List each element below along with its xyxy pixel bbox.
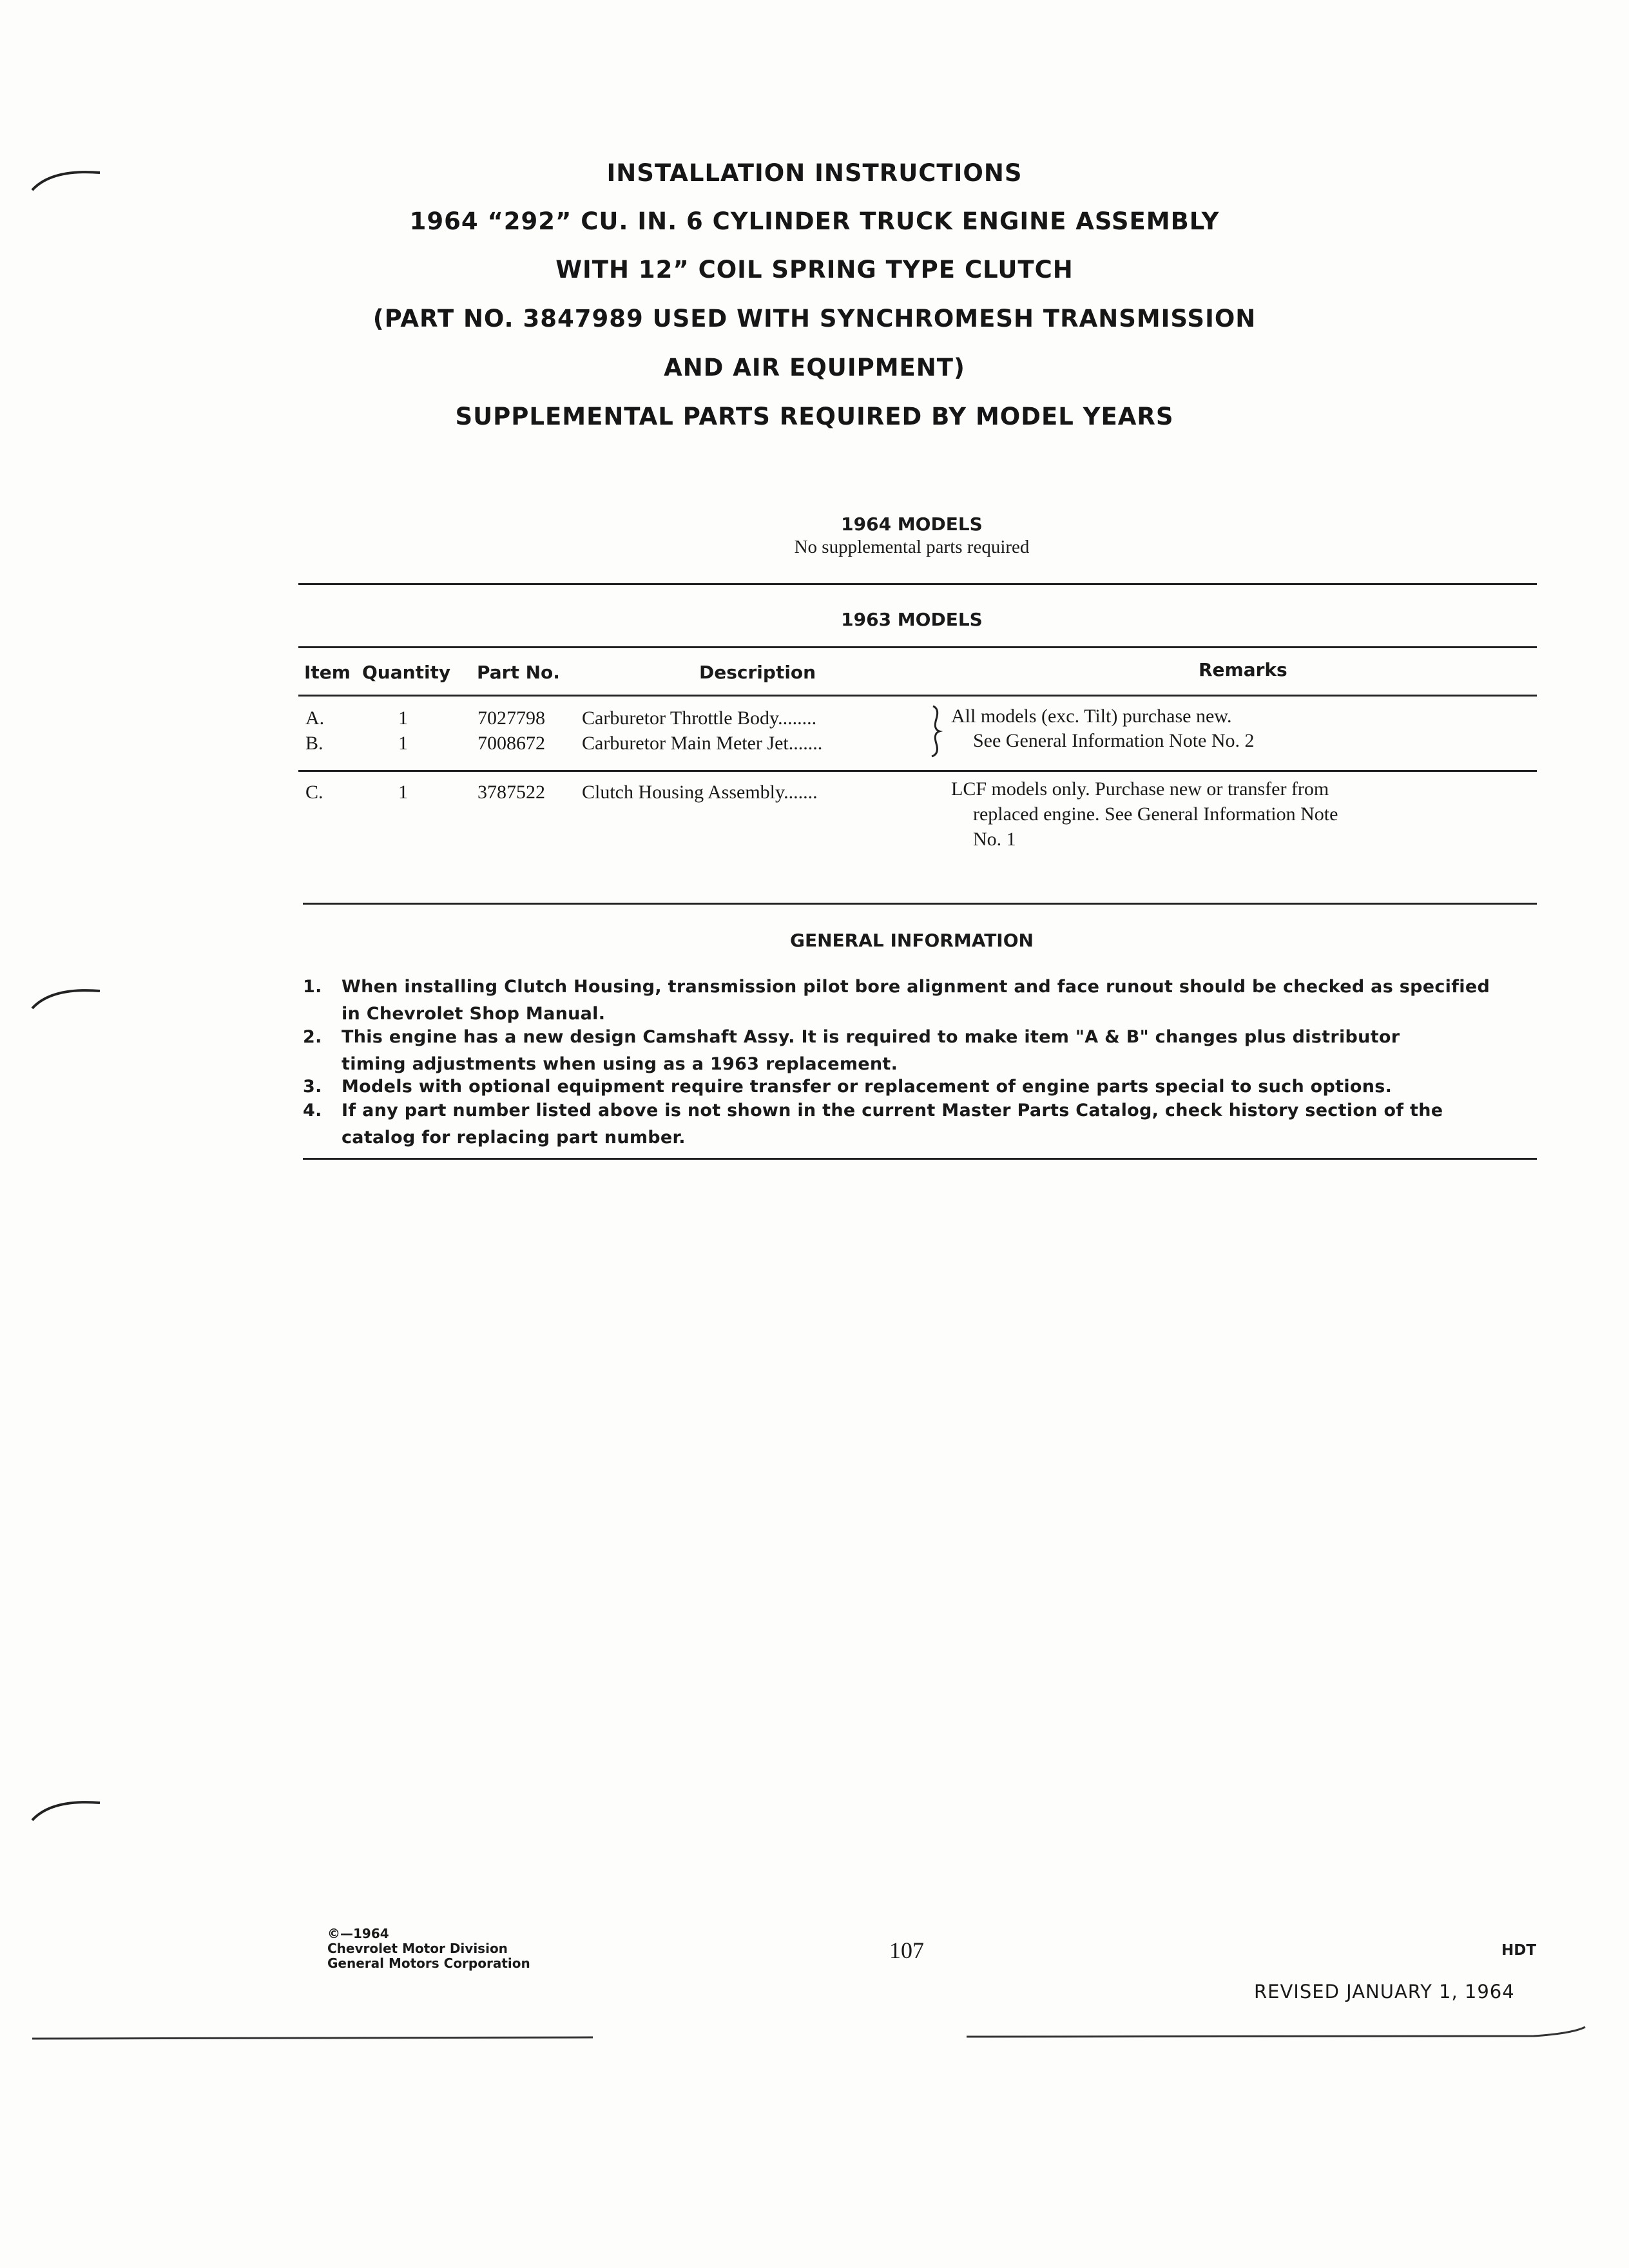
binder-hole-mark-bottom bbox=[26, 1791, 110, 1830]
title-line-3: WITH 12” COIL SPRING TYPE CLUTCH bbox=[555, 256, 1074, 284]
section-1963-heading: 1963 MODELS bbox=[841, 609, 983, 630]
note-line: This engine has a new design Camshaft Assy. It is required to make item "A & B" changes plus distributor bbox=[342, 1027, 1400, 1047]
divider-5 bbox=[303, 903, 1537, 905]
col-header-quantity: Quantity bbox=[362, 662, 451, 683]
title-line-1: INSTALLATION INSTRUCTIONS bbox=[606, 159, 1023, 187]
remarks-ab-line-1: All models (exc. Tilt) purchase new. bbox=[951, 706, 1232, 727]
revised-date: REVISED JANUARY 1, 1964 bbox=[1254, 1981, 1515, 2003]
corporation-name: General Motors Corporation bbox=[327, 1956, 530, 1971]
cell-quantity: 1 bbox=[398, 782, 408, 803]
divider-2 bbox=[298, 646, 1537, 648]
remarks-c-line-2: replaced engine. See General Information Note bbox=[973, 803, 1338, 825]
divider-1 bbox=[298, 583, 1537, 585]
note-line: When installing Clutch Housing, transmission pilot bore alignment and face runout should be checked as specified bbox=[342, 977, 1490, 997]
section-1964-note: No supplemental parts required bbox=[794, 537, 1030, 557]
cell-description: Carburetor Main Meter Jet....... bbox=[582, 733, 823, 754]
general-information-heading: GENERAL INFORMATION bbox=[790, 930, 1034, 951]
col-header-item: Item bbox=[304, 662, 351, 683]
cell-item: B. bbox=[305, 733, 323, 754]
bottom-edge-line bbox=[0, 2023, 1629, 2049]
note-number: 3. bbox=[303, 1077, 322, 1097]
binder-hole-mark-middle bbox=[26, 979, 110, 1018]
title-line-5: AND AIR EQUIPMENT) bbox=[664, 354, 965, 381]
title-line-4: (PART NO. 3847989 USED WITH SYNCHROMESH TRANSMISSION bbox=[372, 305, 1257, 332]
cell-description: Carburetor Throttle Body........ bbox=[582, 707, 817, 729]
cell-item: C. bbox=[305, 782, 323, 803]
general-info-item-3 bbox=[303, 1073, 1514, 1100]
note-number: 1. bbox=[303, 977, 322, 997]
title-line-2: 1964 “292” CU. IN. 6 CYLINDER TRUCK ENGINE ASSEMBLY bbox=[409, 207, 1220, 235]
note-number: 4. bbox=[303, 1100, 322, 1120]
cell-description: Clutch Housing Assembly....... bbox=[582, 782, 818, 803]
note-line: in Chevrolet Shop Manual. bbox=[342, 1004, 606, 1024]
cell-quantity: 1 bbox=[398, 733, 408, 754]
note-line: Models with optional equipment require transfer or replacement of engine parts special to such options. bbox=[342, 1077, 1393, 1097]
title-line-6: SUPPLEMENTAL PARTS REQUIRED BY MODEL YEARS bbox=[455, 403, 1174, 430]
col-header-part-no: Part No. bbox=[477, 662, 560, 683]
document-code: HDT bbox=[1501, 1942, 1537, 1959]
divider-3 bbox=[298, 695, 1537, 697]
col-header-remarks: Remarks bbox=[1199, 659, 1287, 680]
page-number: 107 bbox=[889, 1937, 924, 1963]
cell-part-no: 7008672 bbox=[477, 733, 545, 754]
footer-copyright-block bbox=[327, 1927, 530, 1971]
col-header-description: Description bbox=[699, 662, 816, 683]
cell-part-no: 7027798 bbox=[477, 707, 545, 729]
general-info-item-1 bbox=[303, 974, 1514, 1028]
copyright: ©—1964 bbox=[327, 1926, 389, 1941]
general-info-item-4 bbox=[303, 1097, 1514, 1151]
cell-quantity: 1 bbox=[398, 707, 408, 729]
cell-part-no: 3787522 bbox=[477, 782, 545, 803]
divider-4 bbox=[298, 770, 1537, 772]
remarks-ab-line-2: See General Information Note No. 2 bbox=[973, 730, 1255, 751]
section-1964-heading: 1964 MODELS bbox=[841, 514, 983, 535]
note-line: catalog for replacing part number. bbox=[342, 1128, 686, 1148]
brace-symbol bbox=[927, 705, 946, 758]
divider-6 bbox=[303, 1158, 1537, 1160]
division-name: Chevrolet Motor Division bbox=[327, 1941, 508, 1956]
note-number: 2. bbox=[303, 1027, 322, 1047]
cell-item: A. bbox=[305, 707, 325, 729]
general-info-item-2 bbox=[303, 1024, 1514, 1078]
remarks-c-line-1: LCF models only. Purchase new or transfer from bbox=[951, 778, 1329, 800]
note-line: If any part number listed above is not shown in the current Master Parts Catalog, check history section of the bbox=[342, 1100, 1443, 1120]
remarks-c-line-3: No. 1 bbox=[973, 829, 1016, 850]
note-line: timing adjustments when using as a 1963 replacement. bbox=[342, 1054, 898, 1074]
